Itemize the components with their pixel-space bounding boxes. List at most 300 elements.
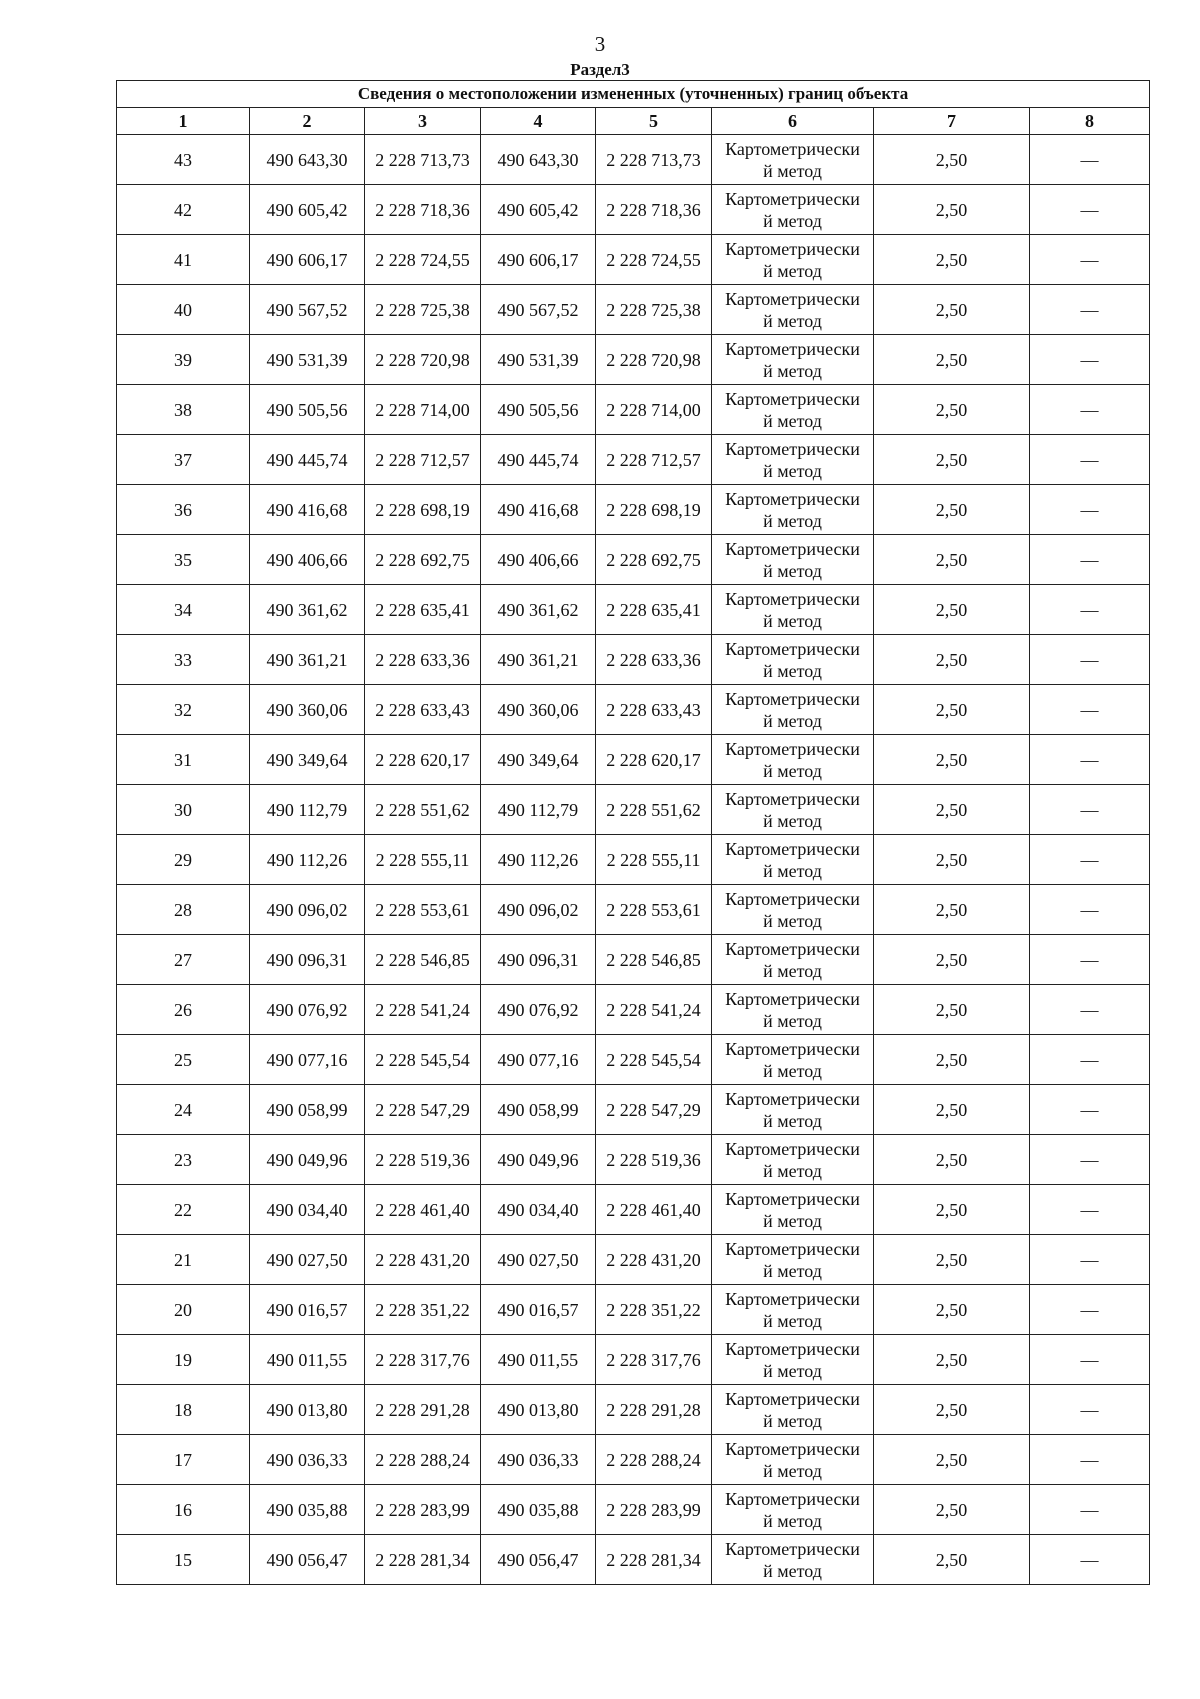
table-row [117, 1435, 1150, 1485]
refined-y-coordinate: 2 228 720,98 [596, 335, 712, 385]
table-row [117, 835, 1150, 885]
table-row [117, 1035, 1150, 1085]
note-dash: — [1030, 585, 1150, 635]
existing-y-coordinate: 2 228 633,36 [365, 635, 481, 685]
table-row [117, 1085, 1150, 1135]
refined-x-coordinate: 490 349,64 [481, 735, 596, 785]
table-row [117, 285, 1150, 335]
existing-x-coordinate: 490 445,74 [250, 435, 365, 485]
existing-y-coordinate: 2 228 553,61 [365, 885, 481, 935]
existing-y-coordinate: 2 228 714,00 [365, 385, 481, 435]
accuracy-value: 2,50 [874, 985, 1030, 1035]
existing-x-coordinate: 490 096,02 [250, 885, 365, 935]
point-number: 40 [117, 285, 250, 335]
method-line-1: Картометрически [725, 1038, 860, 1059]
note-dash: — [1030, 1385, 1150, 1435]
accuracy-value: 2,50 [874, 535, 1030, 585]
existing-y-coordinate: 2 228 431,20 [365, 1235, 481, 1285]
refined-x-coordinate: 490 016,57 [481, 1285, 596, 1335]
existing-x-coordinate: 490 361,62 [250, 585, 365, 635]
existing-y-coordinate: 2 228 633,43 [365, 685, 481, 735]
method-line-2: й метод [763, 560, 822, 581]
existing-x-coordinate: 490 077,16 [250, 1035, 365, 1085]
determination-method [712, 185, 874, 235]
note-dash: — [1030, 885, 1150, 935]
refined-y-coordinate: 2 228 714,00 [596, 385, 712, 435]
table-row [117, 435, 1150, 485]
determination-method [712, 1085, 874, 1135]
method-line-1: Картометрически [725, 538, 860, 559]
existing-y-coordinate: 2 228 725,38 [365, 285, 481, 335]
point-number: 43 [117, 135, 250, 185]
table-row [117, 1535, 1150, 1585]
accuracy-value: 2,50 [874, 135, 1030, 185]
column-number-2: 2 [250, 108, 365, 135]
method-line-2: й метод [763, 360, 822, 381]
note-dash: — [1030, 1285, 1150, 1335]
note-dash: — [1030, 635, 1150, 685]
determination-method [712, 885, 874, 935]
refined-x-coordinate: 490 605,42 [481, 185, 596, 235]
existing-y-coordinate: 2 228 281,34 [365, 1535, 481, 1585]
existing-y-coordinate: 2 228 718,36 [365, 185, 481, 235]
method-line-1: Картометрически [725, 738, 860, 759]
refined-x-coordinate: 490 567,52 [481, 285, 596, 335]
table-row [117, 135, 1150, 185]
table-row [117, 385, 1150, 435]
determination-method [712, 1035, 874, 1085]
method-line-1: Картометрически [725, 788, 860, 809]
note-dash: — [1030, 1235, 1150, 1285]
table-row [117, 585, 1150, 635]
method-line-1: Картометрически [725, 1488, 860, 1509]
accuracy-value: 2,50 [874, 1135, 1030, 1185]
refined-x-coordinate: 490 034,40 [481, 1185, 596, 1235]
existing-y-coordinate: 2 228 541,24 [365, 985, 481, 1035]
point-number: 20 [117, 1285, 250, 1335]
note-dash: — [1030, 1485, 1150, 1535]
table-row [117, 935, 1150, 985]
table-row [117, 485, 1150, 535]
refined-y-coordinate: 2 228 317,76 [596, 1335, 712, 1385]
refined-y-coordinate: 2 228 551,62 [596, 785, 712, 835]
accuracy-value: 2,50 [874, 885, 1030, 935]
determination-method [712, 485, 874, 535]
existing-x-coordinate: 490 361,21 [250, 635, 365, 685]
existing-x-coordinate: 490 076,92 [250, 985, 365, 1035]
boundary-coordinates-table [116, 80, 1150, 1585]
refined-x-coordinate: 490 076,92 [481, 985, 596, 1035]
method-line-2: й метод [763, 710, 822, 731]
existing-x-coordinate: 490 112,26 [250, 835, 365, 885]
method-line-2: й метод [763, 960, 822, 981]
table-row [117, 885, 1150, 935]
existing-y-coordinate: 2 228 519,36 [365, 1135, 481, 1185]
determination-method [712, 935, 874, 985]
table-row [117, 635, 1150, 685]
refined-y-coordinate: 2 228 713,73 [596, 135, 712, 185]
accuracy-value: 2,50 [874, 585, 1030, 635]
method-line-2: й метод [763, 460, 822, 481]
refined-x-coordinate: 490 505,56 [481, 385, 596, 435]
refined-y-coordinate: 2 228 546,85 [596, 935, 712, 985]
refined-x-coordinate: 490 027,50 [481, 1235, 596, 1285]
determination-method [712, 835, 874, 885]
column-number-5: 5 [596, 108, 712, 135]
existing-y-coordinate: 2 228 317,76 [365, 1335, 481, 1385]
method-line-2: й метод [763, 1360, 822, 1381]
refined-x-coordinate: 490 077,16 [481, 1035, 596, 1085]
existing-x-coordinate: 490 027,50 [250, 1235, 365, 1285]
refined-y-coordinate: 2 228 725,38 [596, 285, 712, 335]
method-line-1: Картометрически [725, 1138, 860, 1159]
refined-x-coordinate: 490 096,31 [481, 935, 596, 985]
refined-y-coordinate: 2 228 555,11 [596, 835, 712, 885]
existing-y-coordinate: 2 228 620,17 [365, 735, 481, 785]
accuracy-value: 2,50 [874, 1085, 1030, 1135]
point-number: 39 [117, 335, 250, 385]
point-number: 41 [117, 235, 250, 285]
note-dash: — [1030, 235, 1150, 285]
refined-y-coordinate: 2 228 519,36 [596, 1135, 712, 1185]
existing-y-coordinate: 2 228 692,75 [365, 535, 481, 585]
method-line-1: Картометрически [725, 238, 860, 259]
existing-y-coordinate: 2 228 635,41 [365, 585, 481, 635]
method-line-2: й метод [763, 260, 822, 281]
refined-y-coordinate: 2 228 718,36 [596, 185, 712, 235]
method-line-2: й метод [763, 1510, 822, 1531]
note-dash: — [1030, 1435, 1150, 1485]
point-number: 36 [117, 485, 250, 535]
point-number: 22 [117, 1185, 250, 1235]
refined-x-coordinate: 490 606,17 [481, 235, 596, 285]
method-line-2: й метод [763, 210, 822, 231]
method-line-2: й метод [763, 1210, 822, 1231]
refined-x-coordinate: 490 360,06 [481, 685, 596, 735]
method-line-1: Картометрически [725, 488, 860, 509]
determination-method [712, 335, 874, 385]
refined-y-coordinate: 2 228 351,22 [596, 1285, 712, 1335]
table-row [117, 535, 1150, 585]
existing-x-coordinate: 490 360,06 [250, 685, 365, 735]
determination-method [712, 1535, 874, 1585]
note-dash: — [1030, 1035, 1150, 1085]
accuracy-value: 2,50 [874, 435, 1030, 485]
table-row [117, 1135, 1150, 1185]
existing-x-coordinate: 490 011,55 [250, 1335, 365, 1385]
existing-x-coordinate: 490 096,31 [250, 935, 365, 985]
method-line-1: Картометрически [725, 1238, 860, 1259]
refined-x-coordinate: 490 406,66 [481, 535, 596, 585]
refined-y-coordinate: 2 228 545,54 [596, 1035, 712, 1085]
refined-x-coordinate: 490 035,88 [481, 1485, 596, 1535]
method-line-1: Картометрически [725, 638, 860, 659]
accuracy-value: 2,50 [874, 935, 1030, 985]
determination-method [712, 635, 874, 685]
existing-x-coordinate: 490 056,47 [250, 1535, 365, 1585]
point-number: 15 [117, 1535, 250, 1585]
point-number: 33 [117, 635, 250, 685]
refined-y-coordinate: 2 228 541,24 [596, 985, 712, 1035]
accuracy-value: 2,50 [874, 1285, 1030, 1335]
accuracy-value: 2,50 [874, 1235, 1030, 1285]
table-row [117, 785, 1150, 835]
section-label: Раздел3 [570, 60, 630, 79]
refined-x-coordinate: 490 643,30 [481, 135, 596, 185]
point-number: 26 [117, 985, 250, 1035]
refined-x-coordinate: 490 011,55 [481, 1335, 596, 1385]
existing-y-coordinate: 2 228 698,19 [365, 485, 481, 535]
existing-y-coordinate: 2 228 288,24 [365, 1435, 481, 1485]
accuracy-value: 2,50 [874, 1335, 1030, 1385]
point-number: 37 [117, 435, 250, 485]
table-row [117, 335, 1150, 385]
method-line-2: й метод [763, 1160, 822, 1181]
accuracy-value: 2,50 [874, 1435, 1030, 1485]
existing-x-coordinate: 490 349,64 [250, 735, 365, 785]
existing-y-coordinate: 2 228 545,54 [365, 1035, 481, 1085]
determination-method [712, 785, 874, 835]
point-number: 17 [117, 1435, 250, 1485]
determination-method [712, 1285, 874, 1335]
accuracy-value: 2,50 [874, 1535, 1030, 1585]
method-line-1: Картометрически [725, 1188, 860, 1209]
method-line-2: й метод [763, 1110, 822, 1131]
note-dash: — [1030, 285, 1150, 335]
method-line-2: й метод [763, 310, 822, 331]
determination-method [712, 135, 874, 185]
refined-x-coordinate: 490 049,96 [481, 1135, 596, 1185]
point-number: 34 [117, 585, 250, 635]
refined-y-coordinate: 2 228 288,24 [596, 1435, 712, 1485]
accuracy-value: 2,50 [874, 235, 1030, 285]
note-dash: — [1030, 985, 1150, 1035]
method-line-1: Картометрически [725, 988, 860, 1009]
method-line-2: й метод [763, 810, 822, 831]
refined-x-coordinate: 490 445,74 [481, 435, 596, 485]
existing-x-coordinate: 490 049,96 [250, 1135, 365, 1185]
method-line-2: й метод [763, 1310, 822, 1331]
table-row [117, 1235, 1150, 1285]
accuracy-value: 2,50 [874, 285, 1030, 335]
accuracy-value: 2,50 [874, 1185, 1030, 1235]
existing-x-coordinate: 490 606,17 [250, 235, 365, 285]
existing-y-coordinate: 2 228 351,22 [365, 1285, 481, 1335]
note-dash: — [1030, 735, 1150, 785]
method-line-1: Картометрически [725, 1538, 860, 1559]
determination-method [712, 1335, 874, 1385]
point-number: 31 [117, 735, 250, 785]
column-number-3: 3 [365, 108, 481, 135]
note-dash: — [1030, 1135, 1150, 1185]
method-line-2: й метод [763, 410, 822, 431]
note-dash: — [1030, 1335, 1150, 1385]
point-number: 27 [117, 935, 250, 985]
existing-y-coordinate: 2 228 713,73 [365, 135, 481, 185]
note-dash: — [1030, 1535, 1150, 1585]
method-line-1: Картометрически [725, 288, 860, 309]
method-line-1: Картометрически [725, 888, 860, 909]
determination-method [712, 235, 874, 285]
existing-y-coordinate: 2 228 720,98 [365, 335, 481, 385]
method-line-1: Картометрически [725, 688, 860, 709]
determination-method [712, 735, 874, 785]
note-dash: — [1030, 485, 1150, 535]
refined-x-coordinate: 490 531,39 [481, 335, 596, 385]
refined-y-coordinate: 2 228 283,99 [596, 1485, 712, 1535]
column-number-7: 7 [874, 108, 1030, 135]
accuracy-value: 2,50 [874, 835, 1030, 885]
table-row [117, 685, 1150, 735]
determination-method [712, 1435, 874, 1485]
method-line-2: й метод [763, 510, 822, 531]
existing-x-coordinate: 490 034,40 [250, 1185, 365, 1235]
point-number: 32 [117, 685, 250, 735]
refined-x-coordinate: 490 036,33 [481, 1435, 596, 1485]
accuracy-value: 2,50 [874, 185, 1030, 235]
point-number: 25 [117, 1035, 250, 1085]
existing-x-coordinate: 490 016,57 [250, 1285, 365, 1335]
determination-method [712, 1485, 874, 1535]
method-line-1: Картометрически [725, 1088, 860, 1109]
determination-method [712, 1135, 874, 1185]
table-row [117, 235, 1150, 285]
method-line-1: Картометрически [725, 138, 860, 159]
existing-y-coordinate: 2 228 555,11 [365, 835, 481, 885]
method-line-2: й метод [763, 1260, 822, 1281]
method-line-2: й метод [763, 660, 822, 681]
refined-y-coordinate: 2 228 692,75 [596, 535, 712, 585]
existing-x-coordinate: 490 013,80 [250, 1385, 365, 1435]
method-line-2: й метод [763, 1410, 822, 1431]
note-dash: — [1030, 435, 1150, 485]
existing-y-coordinate: 2 228 712,57 [365, 435, 481, 485]
method-line-1: Картометрически [725, 188, 860, 209]
refined-x-coordinate: 490 361,21 [481, 635, 596, 685]
column-number-4: 4 [481, 108, 596, 135]
accuracy-value: 2,50 [874, 385, 1030, 435]
column-number-8: 8 [1030, 108, 1150, 135]
existing-y-coordinate: 2 228 551,62 [365, 785, 481, 835]
table-row [117, 1335, 1150, 1385]
table-row [117, 185, 1150, 235]
refined-y-coordinate: 2 228 461,40 [596, 1185, 712, 1235]
accuracy-value: 2,50 [874, 635, 1030, 685]
existing-x-coordinate: 490 505,56 [250, 385, 365, 435]
determination-method [712, 285, 874, 335]
table-row [117, 1185, 1150, 1235]
accuracy-value: 2,50 [874, 785, 1030, 835]
existing-x-coordinate: 490 567,52 [250, 285, 365, 335]
accuracy-value: 2,50 [874, 685, 1030, 735]
determination-method [712, 985, 874, 1035]
note-dash: — [1030, 1185, 1150, 1235]
existing-x-coordinate: 490 035,88 [250, 1485, 365, 1535]
note-dash: — [1030, 335, 1150, 385]
determination-method [712, 1235, 874, 1285]
existing-y-coordinate: 2 228 291,28 [365, 1385, 481, 1435]
accuracy-value: 2,50 [874, 735, 1030, 785]
point-number: 24 [117, 1085, 250, 1135]
refined-x-coordinate: 490 058,99 [481, 1085, 596, 1135]
note-dash: — [1030, 385, 1150, 435]
accuracy-value: 2,50 [874, 1035, 1030, 1085]
existing-y-coordinate: 2 228 461,40 [365, 1185, 481, 1235]
point-number: 35 [117, 535, 250, 585]
existing-y-coordinate: 2 228 547,29 [365, 1085, 481, 1135]
point-number: 16 [117, 1485, 250, 1535]
method-line-2: й метод [763, 610, 822, 631]
determination-method [712, 685, 874, 735]
refined-y-coordinate: 2 228 724,55 [596, 235, 712, 285]
method-line-2: й метод [763, 160, 822, 181]
method-line-1: Картометрически [725, 588, 860, 609]
refined-x-coordinate: 490 056,47 [481, 1535, 596, 1585]
method-line-2: й метод [763, 1060, 822, 1081]
method-line-1: Картометрически [725, 1288, 860, 1309]
refined-x-coordinate: 490 096,02 [481, 885, 596, 935]
point-number: 19 [117, 1335, 250, 1385]
refined-y-coordinate: 2 228 547,29 [596, 1085, 712, 1135]
method-line-1: Картометрически [725, 438, 860, 459]
note-dash: — [1030, 135, 1150, 185]
note-dash: — [1030, 535, 1150, 585]
method-line-1: Картометрически [725, 388, 860, 409]
refined-x-coordinate: 490 361,62 [481, 585, 596, 635]
existing-x-coordinate: 490 416,68 [250, 485, 365, 535]
existing-x-coordinate: 490 605,42 [250, 185, 365, 235]
note-dash: — [1030, 1085, 1150, 1135]
method-line-2: й метод [763, 1560, 822, 1581]
refined-y-coordinate: 2 228 635,41 [596, 585, 712, 635]
table-row [117, 1285, 1150, 1335]
table-row [117, 1485, 1150, 1535]
accuracy-value: 2,50 [874, 485, 1030, 535]
refined-y-coordinate: 2 228 431,20 [596, 1235, 712, 1285]
accuracy-value: 2,50 [874, 335, 1030, 385]
existing-x-coordinate: 490 643,30 [250, 135, 365, 185]
note-dash: — [1030, 685, 1150, 735]
method-line-1: Картометрически [725, 1388, 860, 1409]
refined-y-coordinate: 2 228 281,34 [596, 1535, 712, 1585]
refined-y-coordinate: 2 228 712,57 [596, 435, 712, 485]
table-row [117, 1385, 1150, 1435]
refined-x-coordinate: 490 013,80 [481, 1385, 596, 1435]
accuracy-value: 2,50 [874, 1485, 1030, 1535]
existing-x-coordinate: 490 036,33 [250, 1435, 365, 1485]
column-number-1: 1 [117, 108, 250, 135]
method-line-1: Картометрически [725, 1438, 860, 1459]
method-line-2: й метод [763, 1010, 822, 1031]
point-number: 42 [117, 185, 250, 235]
table-row [117, 985, 1150, 1035]
table-body [117, 135, 1150, 1585]
refined-x-coordinate: 490 112,26 [481, 835, 596, 885]
method-line-2: й метод [763, 1460, 822, 1481]
point-number: 38 [117, 385, 250, 435]
column-number-6: 6 [712, 108, 874, 135]
note-dash: — [1030, 835, 1150, 885]
method-line-1: Картометрически [725, 938, 860, 959]
determination-method [712, 585, 874, 635]
method-line-1: Картометрически [725, 1338, 860, 1359]
point-number: 18 [117, 1385, 250, 1435]
existing-y-coordinate: 2 228 546,85 [365, 935, 481, 985]
refined-y-coordinate: 2 228 698,19 [596, 485, 712, 535]
determination-method [712, 535, 874, 585]
refined-x-coordinate: 490 112,79 [481, 785, 596, 835]
note-dash: — [1030, 935, 1150, 985]
